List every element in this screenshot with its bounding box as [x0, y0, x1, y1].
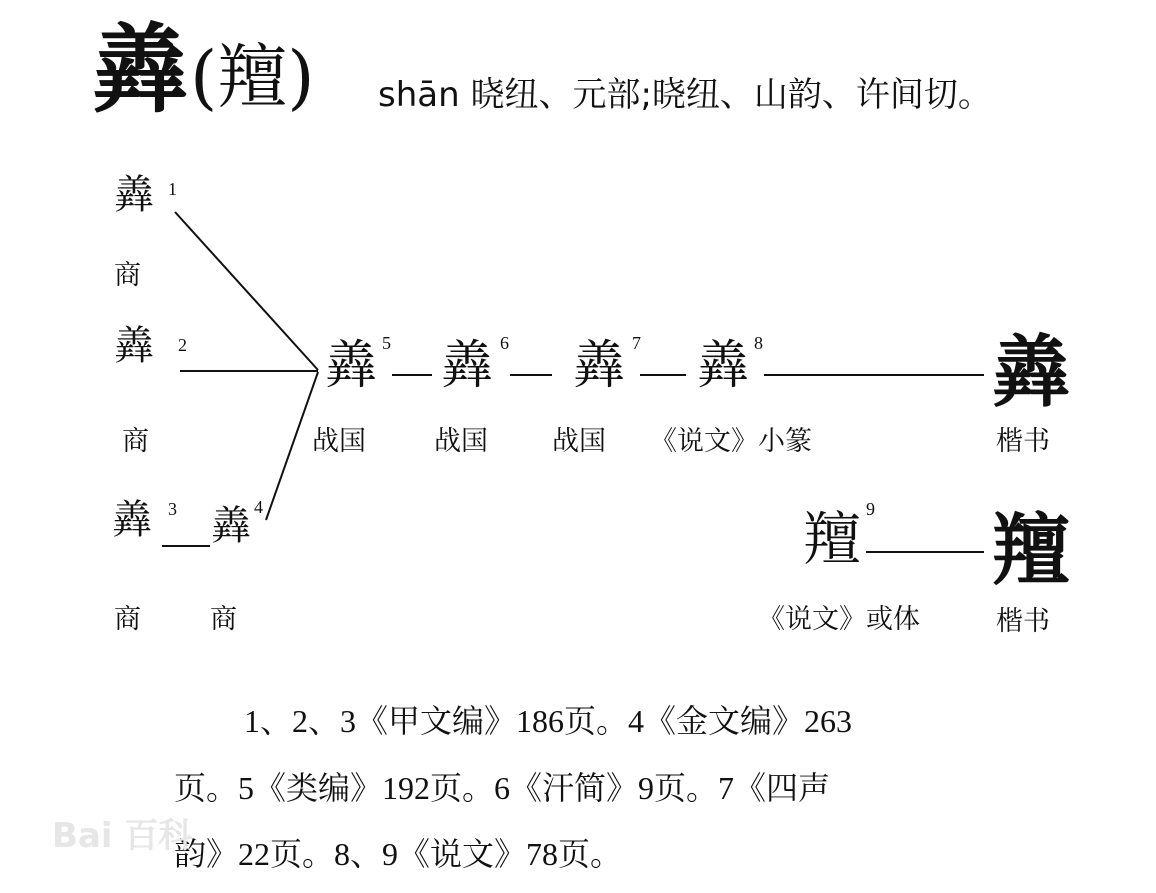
- form-3-glyph: 羴: [112, 497, 152, 543]
- form-1-number: 1: [168, 179, 177, 199]
- form-8-number: 8: [754, 333, 763, 353]
- notes-line-1: 1、2、3《甲文编》186页。4《金文编》263: [244, 703, 853, 739]
- form-6-glyph: 羴: [440, 336, 493, 396]
- kaishu-glyph-2: 羶: [991, 505, 1070, 596]
- connector-1-to-5: [175, 212, 318, 370]
- kaishu-glyph-1: 羴: [991, 327, 1070, 418]
- form-1-glyph: 羴: [114, 172, 154, 218]
- notes-line-2: 页。5《类编》192页。6《汗简》9页。7《四声: [174, 770, 831, 806]
- connector-4-to-5: [266, 372, 318, 520]
- form-5-number: 5: [382, 333, 391, 353]
- form-7-caption: 战国: [552, 426, 606, 457]
- form-6-number: 6: [500, 333, 509, 353]
- form-6-caption: 战国: [434, 426, 488, 457]
- kaishu-caption-1: 楷书: [996, 426, 1050, 457]
- notes-line-3: 韵》22页。8、9《说文》78页。: [174, 836, 623, 872]
- form-4-caption: 商: [210, 604, 237, 635]
- form-7-number: 7: [632, 333, 641, 353]
- form-8-caption: 《说文》小篆: [650, 426, 812, 457]
- form-2-glyph: 羴: [114, 323, 154, 369]
- form-4-glyph: 羴: [211, 503, 251, 549]
- baidu-watermark: Bai 百科: [52, 816, 193, 856]
- kaishu-caption-2: 楷书: [996, 606, 1050, 637]
- form-9-glyph: 羶: [802, 505, 861, 573]
- form-7-glyph: 羴: [572, 336, 625, 396]
- head-character: 羴: [92, 13, 184, 126]
- form-9-caption: 《说文》或体: [758, 604, 920, 635]
- form-3-number: 3: [168, 499, 177, 519]
- form-1-caption: 商: [114, 260, 141, 291]
- form-4-number: 4: [254, 497, 263, 517]
- form-2-number: 2: [178, 335, 187, 355]
- form-5-caption: 战国: [312, 426, 366, 457]
- form-8-glyph: 羴: [696, 336, 749, 396]
- form-9-number: 9: [866, 499, 875, 519]
- form-5-glyph: 羴: [324, 336, 377, 396]
- head-pronunciation: shān 晓纽、元部;晓纽、山韵、许间切。: [378, 75, 992, 115]
- form-3-caption: 商: [114, 604, 141, 635]
- form-2-caption: 商: [122, 426, 149, 457]
- head-variant: (羶): [190, 36, 315, 118]
